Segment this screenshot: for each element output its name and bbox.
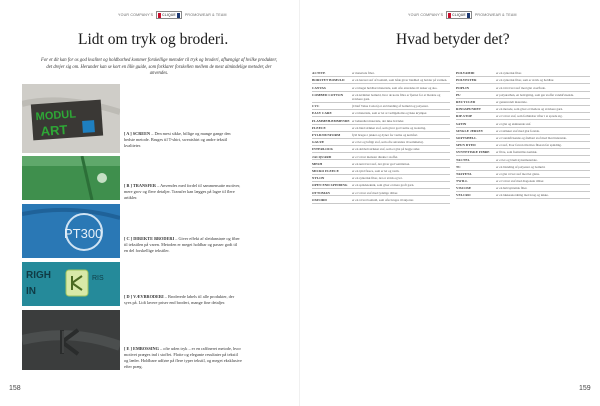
glossary-column-right: [456, 70, 590, 199]
glossary-definition: er en netvævet stof, der giver god ventilation.: [352, 161, 410, 166]
glossary-entry: [312, 189, 450, 196]
glossary-term: VELCRO: [456, 193, 471, 198]
embossing-graphic: [22, 310, 120, 370]
glossary-entry: [456, 84, 590, 91]
glossary-term: SINGLE JERSEY: [456, 128, 484, 133]
glossary-entry: [312, 175, 450, 182]
glossary-definition: er materiale fiber.: [352, 71, 375, 76]
glossary-entry: [456, 70, 590, 77]
glossary-entry: [456, 128, 590, 135]
brand-name: CLIQUE: [162, 13, 176, 17]
glossary-definition: er en kæmmet bomuld, hvor de korte fibre er fjernet for et blødere og stærkere garn.: [352, 92, 441, 102]
woven-label-text-1: RIGH: [26, 270, 51, 281]
glossary-term: MICRO FLEECE: [312, 168, 339, 173]
brand-logo: [156, 11, 182, 19]
glossary-definition: er et glat og skinnende stof.: [496, 121, 532, 126]
glossary-term: TC: [456, 164, 461, 169]
glossary-term: NYLON: [312, 176, 325, 181]
glossary-definition: er et meget holdbart materiale, som ofte anvendes til tasker og sko.: [352, 85, 438, 90]
glossary-entry: [456, 178, 590, 185]
glossary-term: SYNTETISKE FIBRE: [456, 150, 490, 155]
woven-label-text-2: IN: [26, 286, 36, 297]
glossary-entry: [312, 139, 450, 146]
woven-label-text-3: RIS: [92, 275, 104, 282]
glossary-definition: er en blanding af polyester og bomuld.: [496, 164, 546, 169]
glossary-definition: er genanvendt materiale.: [496, 100, 528, 105]
glossary-term: EASY CARE: [312, 111, 332, 116]
glossary-definition: er et let og luftigt stof, som ofte anvendes til sommertøj.: [352, 140, 424, 145]
glossary-definition: er et vævet stof med diagonale ribber.: [496, 179, 545, 184]
brand-logo-right: [446, 11, 472, 19]
embossing-image: [22, 310, 120, 370]
glossary-entry: [312, 117, 450, 124]
glossary-term: PU: [456, 92, 461, 97]
caption-woven-head: [ D ] VÆVBRODERI: [124, 294, 164, 299]
glossary-term: SATIN: [456, 121, 467, 126]
glossary-entry: [312, 182, 450, 189]
glossary-term: FYLD/DUNFORM: [312, 133, 341, 137]
glossary-term: BORSTET BOMULD: [312, 78, 345, 83]
glossary-term: JACQUARD: [312, 154, 332, 159]
logo-red-block-right: [448, 13, 451, 18]
caption-screen-body: – Den mest sikke, billige og mange gange den bedste metode. Bruges til T-shirt, sweatshirt og andre tekstil kvaliteter.: [124, 131, 231, 148]
glossary-entry: [312, 168, 450, 175]
page-number-right: 159: [579, 385, 591, 392]
logo-red-block: [158, 13, 161, 18]
header-right-text-right: PROMOWEAR & TEAM: [474, 13, 517, 17]
direct-embroidery-graphic: [22, 204, 120, 258]
glossary-term: GAUZE: [312, 140, 325, 145]
glossary-term: INTERLOCK: [312, 147, 334, 152]
glossary-entry: [456, 192, 590, 199]
caption-woven-body: – Broderede labels til alle produkter, der syes på. Lidt lavere priser end broderi, mange fine detaljer.: [124, 294, 235, 305]
caption-transfer-body: – Anvendes med fordel til sammensatte motiver, mere grov og flere detaljer. Transfer kan lægges på lagre til flere artikler.: [124, 183, 241, 200]
caption-embossing-body: – ofte uden tryk – er en raffineret metode, hvor motivet præges ind i stoffet. Flotte og elegante resultater på tekstil og læder. Holdbare udføre på flere typer tekstil, og meget eksklusive efter præg.: [124, 346, 242, 369]
glossary-entry: [456, 113, 590, 120]
glossary-entry: [312, 84, 450, 91]
glossary-entry: [312, 160, 450, 167]
glossary-definition: er en metode, som giver et blødere og stærkere garn.: [496, 107, 564, 112]
glossary-definition: er en syntetisk fiber, der er stærk og let.: [352, 176, 403, 181]
brand-name-right: CLIQUE: [452, 13, 466, 17]
glossary-definition: er en syntetisk fiber.: [496, 71, 522, 76]
glossary-definition: er et vævet mønster direkte i stoffet.: [352, 154, 399, 159]
glossary-definition: er et vævet stof, som forhindrer rifter i at sprede sig.: [496, 114, 563, 119]
glossary-entry: [456, 99, 590, 106]
glossary-entry: [456, 149, 590, 156]
header-left-text-right: YOUR COMPANY'S: [408, 13, 444, 17]
direct-embroidery-image: [22, 204, 120, 258]
glossary-term: SOFTSHELL: [456, 135, 477, 140]
glossary-entry: [312, 77, 450, 84]
glossary-entry: [456, 142, 590, 149]
glossary-definition: er en tynd fleece, som er let og varm.: [352, 168, 400, 173]
glossary-entry: [312, 132, 450, 139]
page-title: Lidt om tryk og broderi.: [78, 31, 229, 48]
glossary-entry: [456, 156, 590, 163]
glossary-definition: er en halvsyntetisk fiber.: [496, 186, 528, 191]
page-header: [118, 11, 227, 19]
glossary-definition: er en børstet stof af bomuld, som både giver blødhed og holder på varmen.: [352, 78, 448, 83]
caption-woven: [124, 294, 242, 306]
logo-blue-block: [177, 13, 180, 18]
glossary-entry: [456, 135, 590, 142]
glossary-definition: er et strikket stof med glat forside.: [496, 128, 540, 133]
glossary-entry: [312, 110, 450, 117]
glossary-title: Hvad betyder det?: [396, 31, 510, 48]
glossary-definition: er behandlet materiale, der ikke brænder.: [352, 118, 405, 123]
glossary-term: ACTIVE: [312, 71, 326, 76]
glossary-definition: (Chief Value Cotton) er en blanding af bomuld og polyester.: [352, 104, 429, 109]
glossary-definition: er en syntetisk fiber, som er stærk og holdbar.: [496, 78, 555, 83]
glossary-term: FLAMMEHÆMMENDE: [312, 118, 350, 123]
glossary-definition: fyld bruges i jakker og dyner for varme og komfort.: [352, 133, 419, 137]
right-page: [300, 0, 600, 406]
glossary-entry: [312, 146, 450, 153]
header-right-text: PROMOWEAR & TEAM: [184, 13, 227, 17]
glossary-definition: er et glat vævet stof med let glans.: [496, 171, 540, 176]
transfer-print-image: [22, 156, 120, 200]
glossary-term: FLEECE: [312, 125, 326, 130]
glossary-term: MESH: [312, 161, 323, 166]
glossary-term: TWILL: [456, 179, 468, 184]
caption-embossing-head: [ E ] EMBOSSING: [124, 346, 159, 351]
transfer-print-graphic: [22, 156, 120, 200]
glossary-entry: [312, 92, 450, 103]
glossary-term: OPEN END SPINDING: [312, 183, 348, 188]
glossary-definition: er et vandafvisende og åndbart stof med blød inderside.: [496, 135, 567, 140]
glossary-definition: er et stof, hvor farven tilsættes fiberen før spinding.: [496, 143, 562, 148]
glossary-term: POLYESTER: [456, 78, 477, 83]
glossary-definition: er en vævet bomuld, som ofte bruges til skjorter.: [352, 197, 414, 202]
glossary-definition: er et materiale, som er let at vedligeholde og ikke krymper.: [352, 111, 428, 116]
glossary-term: RINGSPUNDET: [456, 107, 482, 112]
caption-embossing: [124, 346, 242, 370]
glossary-definition: er en lukkeanordning med krog og løkke.: [496, 193, 549, 198]
woven-label-image: [22, 262, 120, 306]
screen-print-graphic: [22, 84, 120, 153]
glossary-term: CANVAS: [312, 85, 326, 90]
glossary-term: POPLIN: [456, 85, 470, 90]
glossary-definition: er en spindeteknik, som giver et mere groft garn.: [352, 183, 415, 188]
screen-print-image: [22, 84, 120, 153]
glossary-term: POLYAMID: [456, 71, 475, 76]
caption-direct-head: [ C ] DIREKTE BRODERI: [124, 236, 175, 241]
header-left-text: YOUR COMPANY'S: [118, 13, 154, 17]
direct-embroidery-text: PT300: [64, 226, 103, 241]
glossary-entry: [456, 77, 590, 84]
glossary-entry: [456, 185, 590, 192]
glossary-term: TAFFETA: [456, 171, 472, 176]
caption-transfer-head: [ B ] TRANSFER: [124, 183, 157, 188]
glossary-definition: er en dobbelt strikket stof, som er glat på begge sider.: [352, 147, 421, 152]
glossary-term: SPUN DYED: [456, 143, 476, 148]
woven-label-graphic: [22, 262, 120, 306]
glossary-term: VISCOSE: [456, 186, 472, 191]
page-header-right: [408, 11, 517, 19]
glossary-entry: [312, 153, 450, 160]
glossary-column-left: [312, 70, 450, 204]
glossary-term: OXFORD: [312, 197, 327, 202]
page-number-left: 158: [9, 385, 21, 392]
caption-transfer: [124, 183, 242, 201]
glossary-definition: er et let og blødt nylonmateriale.: [496, 157, 538, 162]
logo-blue-block-right: [467, 13, 470, 18]
caption-direct: [124, 236, 242, 254]
glossary-term: CVC: [312, 104, 320, 109]
glossary-definition: er polyurethan, en belægning, som gør stoffet vandafvisende.: [496, 92, 575, 97]
glossary-term: TACTEL: [456, 157, 470, 162]
glossary-entry: [456, 171, 590, 178]
screen-print-text-1: MODUL: [35, 108, 77, 124]
glossary-entry: [312, 125, 450, 132]
glossary-entry: [312, 196, 450, 203]
caption-screen: [124, 131, 242, 149]
glossary-entry: [312, 70, 450, 77]
glossary-definition: er en blød strikket stof, som giver god varme og isolering.: [352, 125, 427, 130]
intro-paragraph: For et dit kan for os god kvalitet og holdbarhed kommer forskellige metoder til tryk og broderi, afhængigt af hvilke produkter, det drejer sig om. Herunder kan se kort en lille guide, som forklarer forskellen mellem de mest almindelige metoder, der anvendes.: [41, 58, 277, 76]
glossary-definition: er en tætvævet stof med glat overflade.: [496, 85, 546, 90]
glossary-term: RECYCLED: [456, 100, 476, 105]
caption-direct-body: – Giver effekt af sletdanstrøe og fiber til tekstilen på varen. Metoden er meget holdbar og passer godt til en del forskellige tekstiler.: [124, 236, 240, 253]
glossary-entry: [456, 163, 590, 170]
glossary-entry: [456, 92, 590, 99]
glossary-entry: [456, 120, 590, 127]
glossary-definition: er et vævet stof med tydelige ribber.: [352, 190, 398, 195]
glossary-entry: [312, 103, 450, 110]
glossary-entry: [456, 106, 590, 113]
glossary-term: RIP-STOP: [456, 114, 473, 119]
screen-print-text-2: ART: [40, 122, 68, 139]
caption-screen-head: [ A ] SCREEN: [124, 131, 151, 136]
glossary-term: OTTOMAN: [312, 190, 331, 195]
glossary-term: COMBED COTTON: [312, 92, 344, 97]
glossary-definition: er fibre, som fremstilles kemisk.: [496, 150, 538, 155]
